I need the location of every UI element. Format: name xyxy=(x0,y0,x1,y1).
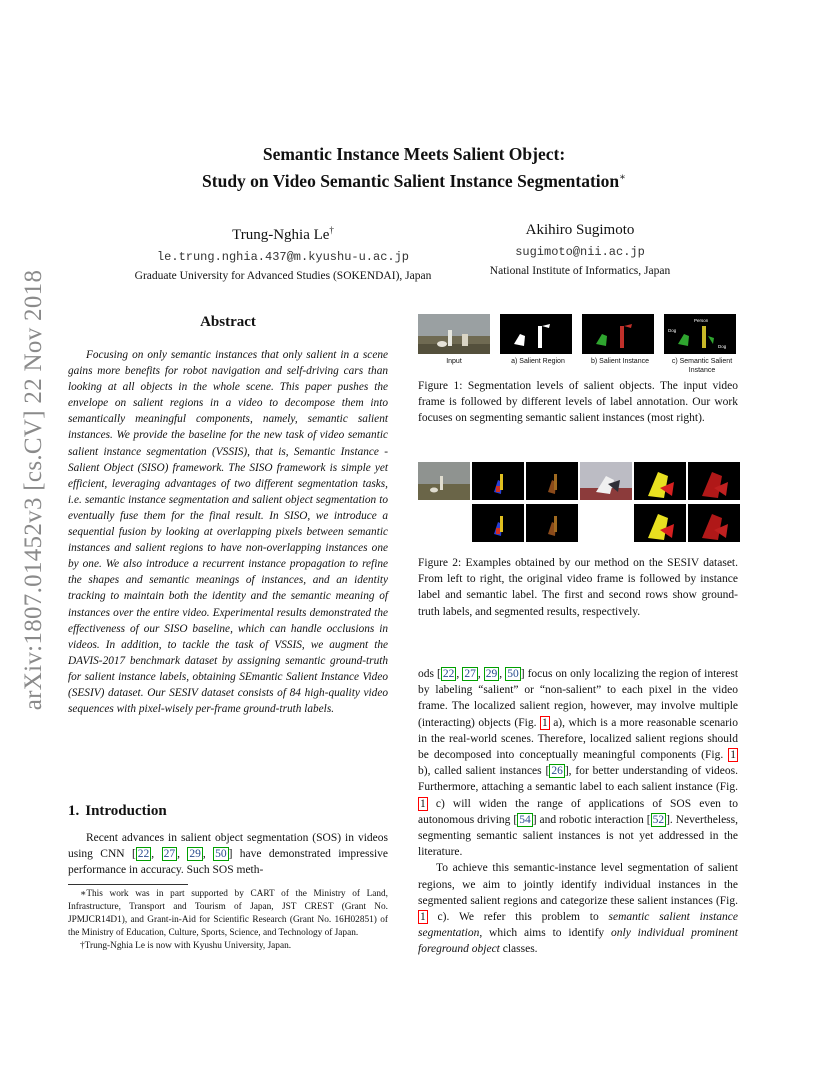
footnote-affiliation: †Trung-Nghia Le is now with Kyushu University, Japan. xyxy=(80,941,292,951)
intro-paragraph: Recent advances in salient object segmentation (SOS) in videos using CNN [ 22 , 27 , 29 , 50 ] have demonstrated impressive performance in accuracy. Such SOS meth- xyxy=(68,832,389,877)
text-run: c) will widen the range of applications of SOS even to autonomous driving [ xyxy=(418,797,738,826)
figure-2-instance-gt-2 xyxy=(634,462,686,500)
overlay-label: Dog xyxy=(718,344,727,349)
text-run: ods [ xyxy=(418,668,441,680)
text-run: To achieve this semantic-instance level segmentation of salient regions, we aim to jointly identify individual instances in the segmented salient regions and categorize these salient instances (Fig. xyxy=(418,862,738,907)
figure-1-semantic-instance xyxy=(664,314,736,354)
figure-1-label: b) Salient Instance xyxy=(591,358,649,365)
paper-title xyxy=(100,142,728,193)
right-column-text xyxy=(418,666,738,958)
text-run: b), called salient instances [ xyxy=(418,765,550,778)
text-run: ]. Nevertheless, segmenting semantic salient instances is not yet addressed in the literature. xyxy=(418,813,738,859)
author-name-2: Akihiro Sugimoto xyxy=(525,222,635,238)
figure-2-semantic-gt-2 xyxy=(688,462,740,500)
intro-text-b: ] have demonstrated impressive performance in accuracy. Such SOS meth- xyxy=(68,848,389,877)
citation-link[interactable]: 22 xyxy=(137,848,150,861)
citation-link[interactable]: 29 xyxy=(189,848,201,861)
text-run: ] and robotic interaction [ xyxy=(532,813,651,826)
figure-ref-link[interactable]: 1 xyxy=(420,797,426,810)
intro-number: 1. xyxy=(68,803,80,819)
figure-1-salient-region xyxy=(500,314,572,354)
overlay-label: Person xyxy=(694,318,709,323)
figure-1 xyxy=(418,314,738,374)
citation-link[interactable]: 27 xyxy=(464,668,476,680)
intro-title: Introduction xyxy=(85,803,167,819)
citation-link[interactable]: 26 xyxy=(551,765,563,778)
figure-2-semantic-result-1 xyxy=(526,504,578,542)
figure-2-instance-result-2 xyxy=(634,504,686,542)
figure-2-semantic-gt-1 xyxy=(526,462,578,500)
figure-ref-link[interactable]: 1 xyxy=(541,716,548,729)
citation-link[interactable]: 54 xyxy=(519,813,531,826)
intro-heading xyxy=(68,803,167,820)
author-email-1[interactable]: le.trung.nghia.437@m.kyushu-u.ac.jp xyxy=(156,250,410,264)
body-paragraph: ods [ 22 , 27 , 29 , 50 ] focus on only localizing the region of interest by labeling “salient” or “non-salient” to each pixel in the video frame. The localized salient region, however, may involve multiple (interacting) objects (Fig. 1 a), which is a more reasonable scenario in the real-world scenes. Therefore, localized salient regions should be decomposed into conceptually meaningful components (Fig. 1 b), called salient instances [ 26 ], for better understanding of videos. Furthermore, attaching a semantic label to each salient instance (Fig. 1 c) will widen the range of applications of SOS even to autonomous driving [ 54 ] and robotic interaction [ 52 ]. Nevertheless, segmenting semantic salient instances is not yet addressed in the literature. xyxy=(418,668,739,859)
figure-2-caption: Figure 2: Examples obtained by our method on the SESIV dataset. From left to right, the original video frame is followed by instance label and semantic label. The first and second rows show ground-truth labels, and segmented results, respectively. xyxy=(418,557,738,618)
citation-link[interactable]: 50 xyxy=(215,848,227,861)
figure-1-label: Input xyxy=(446,358,462,365)
overlay-label: Dog xyxy=(668,328,677,333)
citation-link[interactable]: 50 xyxy=(507,668,519,680)
author-affiliation-1: Graduate University for Advanced Studies (SOKENDAI), Japan xyxy=(134,270,432,282)
text-run: classes. xyxy=(499,943,538,956)
intro-text-a: Recent advances in salient object segmentation (SOS) in videos using CNN [ xyxy=(68,832,388,861)
author-name-1-text: Trung-Nghia Le xyxy=(232,227,330,243)
citation-link[interactable]: 52 xyxy=(652,813,665,826)
figure-1-salient-instance xyxy=(582,314,654,354)
title-line-2-text: Study on Video Semantic Salient Instance Segmentation xyxy=(202,170,620,191)
figure-1-input-image xyxy=(418,314,490,354)
author-block-1 xyxy=(96,220,470,284)
author-block-2 xyxy=(470,220,690,279)
author-email-2[interactable]: sugimoto@nii.ac.jp xyxy=(515,245,645,259)
author-name-1 xyxy=(96,220,470,245)
figure-1-caption: Figure 1: Segmentation levels of salient objects. The input video frame is followed by different levels of label annotation. Our work focuses on segmenting semantic salient instances (most right). xyxy=(418,380,738,425)
text-run: , which aims to identify xyxy=(479,927,611,940)
emphasis-text: only individual prominent foreground object xyxy=(418,927,738,956)
title-line-2 xyxy=(100,166,728,193)
footnote-rule xyxy=(68,884,188,885)
figure-1-label: a) Salient Region xyxy=(511,358,565,365)
citation-link[interactable]: 27 xyxy=(163,848,176,861)
abstract-text: Focusing on only semantic instances that only salient in a scene gains more benefits for robot navigation and self-driving cars than looking at all objects in the whole scene. This paper pushes the envelope on salient regions in a video to decompose them into semantically meaningful components, namely, semantic salient instances. We provide the baseline for the new task of video semantic salient instance segmentation (VSSIS), that is, Semantic Instance - Salient Object (SISO) framework. The SISO framework is simple yet efficient, leveraging advantages of two different segmentation tasks, i.e. semantic instance segmentation and salient object segmentation to eventually fuse them for the final result. In SISO, we introduce a sequential fusion by looking at overlapping pixels between semantic instances and salient regions to have non-overlapping instances one by one. We also introduce a recurrent instance propagation to refine the shapes and semantic meanings of instances, and an identity tracking to maintain both the identity and the semantic meaning of instances over the entire video. Experimental results demonstrated the effectiveness of our SISO baseline, which can handle occlusions in videos. In addition, to tackle the task of VSSIS, we augment the DAVIS-2017 benchmark dataset by assigning semantic ground-truth for salient instance labels, obtaining SEmantic Salient Instance Video (SESIV) dataset. Our SESIV dataset consists of 84 high-quality video sequences with pixel-wisely per-frame ground-truth labels. xyxy=(68,349,388,716)
footnotes xyxy=(68,888,388,953)
text-run: a), which is a more reasonable scenario in the real-world scenes. Therefore, localized salient regions should be decomposed into conceptually meaningful components (Fig. xyxy=(418,716,738,762)
text-run: ], for better understanding of videos. Furthermore, attaching a semantic label to each salient instance (Fig. xyxy=(418,765,738,794)
figure-2-instance-result-1 xyxy=(472,504,524,542)
figure-1-label: c) Semantic Salient Instance xyxy=(671,358,733,374)
figure-ref-link[interactable]: 1 xyxy=(730,749,736,762)
emphasis-text: semantic salient instance segmentation xyxy=(418,911,738,940)
text-run: c). We refer this problem to xyxy=(427,911,609,924)
figure-2-semantic-result-2 xyxy=(688,504,740,542)
figure-2-frame-2 xyxy=(580,462,632,500)
arxiv-id: arXiv:1807.01452v3 [cs.CV] 22 Nov 2018 xyxy=(20,269,47,711)
footnote-funding: ∗This work was in part supported by CART of the Ministry of Land, Infrastructure, Transport and Tourism of Japan, JST CREST (Grant No. JPMJCR14D1), and Grant-in-Aid for Scientific Research (Grant No. 16H02851) of the Ministry of Education, Culture, Sports, Science, and Technology of Japan. xyxy=(68,889,388,938)
figure-2 xyxy=(418,462,738,542)
abstract-heading: Abstract xyxy=(200,314,256,330)
citation-link[interactable]: 22 xyxy=(442,668,455,680)
title-footnote-mark: ∗ xyxy=(619,172,626,183)
title-line-1: Semantic Instance Meets Salient Object: xyxy=(262,144,566,164)
text-run: ] focus on only localizing the region of interest by labeling “salient” or “non-salient” to each pixel in the video frame. The localized salient region, however, may involve multiple (interacting) objects (Fig. xyxy=(418,668,739,729)
author-affiliation-2: National Institute of Informatics, Japan xyxy=(489,265,671,277)
body-paragraph xyxy=(418,860,738,957)
citation-link[interactable]: 29 xyxy=(485,668,498,680)
author-mark-1: † xyxy=(329,225,334,235)
figure-2-frame-1 xyxy=(418,462,470,500)
figure-ref-link[interactable]: 1 xyxy=(420,911,426,924)
figure-2-instance-gt-1 xyxy=(472,462,524,500)
arxiv-stamp xyxy=(14,269,54,711)
